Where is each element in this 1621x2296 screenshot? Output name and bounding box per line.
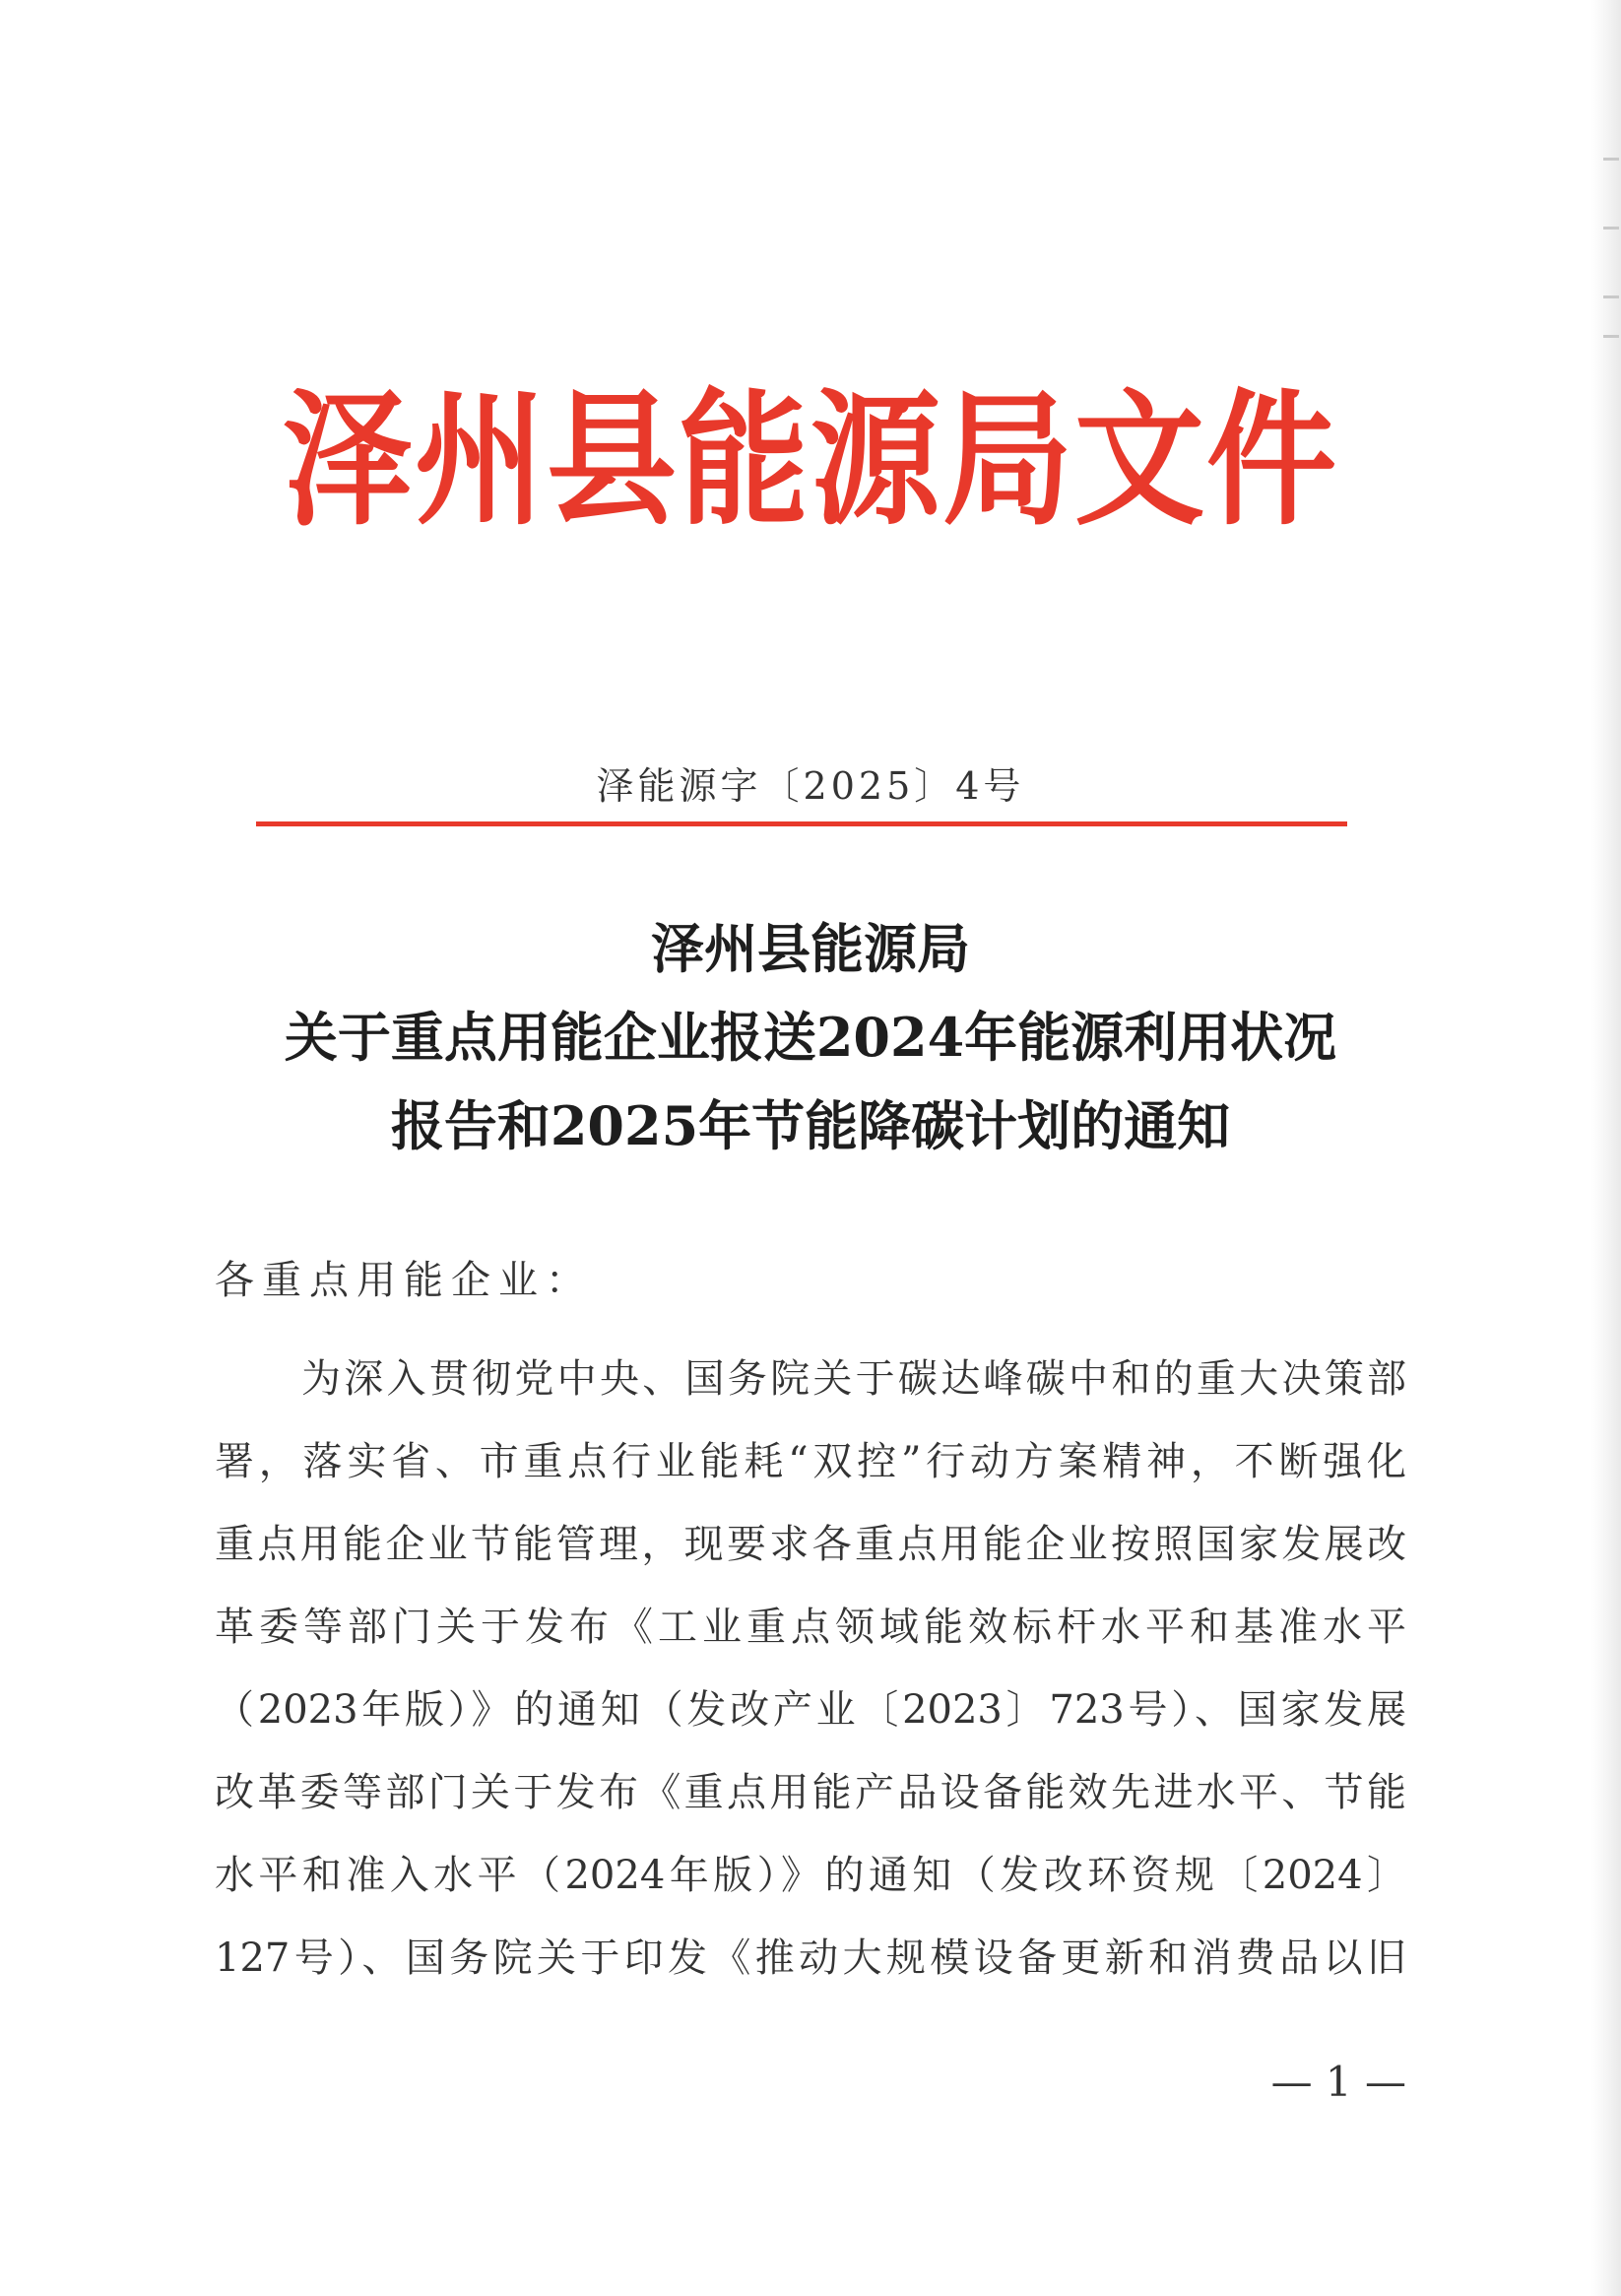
body-line: 重点用能企业节能管理，现要求各重点用能企业按照国家发展改 <box>215 1522 1406 1567</box>
body-line: 为深入贯彻党中央、国务院关于碳达峰碳中和的重大决策部 <box>301 1356 1406 1402</box>
body-line: 革委等部门关于发布《工业重点领域能效标杆水平和基准水平 <box>215 1605 1406 1650</box>
page-number: — 1 — <box>1270 2058 1406 2106</box>
red-separator-line <box>256 821 1347 826</box>
body-line: （2023年版）》的通知（发改产业〔2023〕723号）、国家发展 <box>215 1687 1406 1733</box>
scan-mark <box>1603 295 1619 298</box>
body-line: 127号）、国务院关于印发《推动大规模设备更新和消费品以旧 <box>215 1935 1406 1981</box>
body-line: 水平和准入水平（2024年版）》的通知（发改环资规〔2024〕 <box>215 1853 1406 1898</box>
body-line: 改革委等部门关于发布《重点用能产品设备能效先进水平、节能 <box>215 1770 1406 1815</box>
scan-mark <box>1603 227 1619 230</box>
document-title <box>0 904 1621 1170</box>
title-line: 报告和2025年节能降碳计划的通知 <box>390 1094 1231 1157</box>
scan-mark <box>1603 335 1619 338</box>
body-paragraph <box>215 1338 1406 2000</box>
body-line: 署，落实省、市重点行业能耗“双控”行动方案精神，不断强化 <box>215 1439 1406 1484</box>
document-number: 泽能源字〔2025〕4号 <box>596 764 1025 808</box>
scan-mark <box>1603 158 1619 161</box>
title-line: 泽州县能源局 <box>651 917 970 980</box>
addressee: 各重点用能企业： <box>215 1258 593 1303</box>
title-line: 关于重点用能企业报送2024年能源利用状况 <box>284 1006 1337 1069</box>
org-header: 泽州县能源局文件 <box>283 374 1338 547</box>
